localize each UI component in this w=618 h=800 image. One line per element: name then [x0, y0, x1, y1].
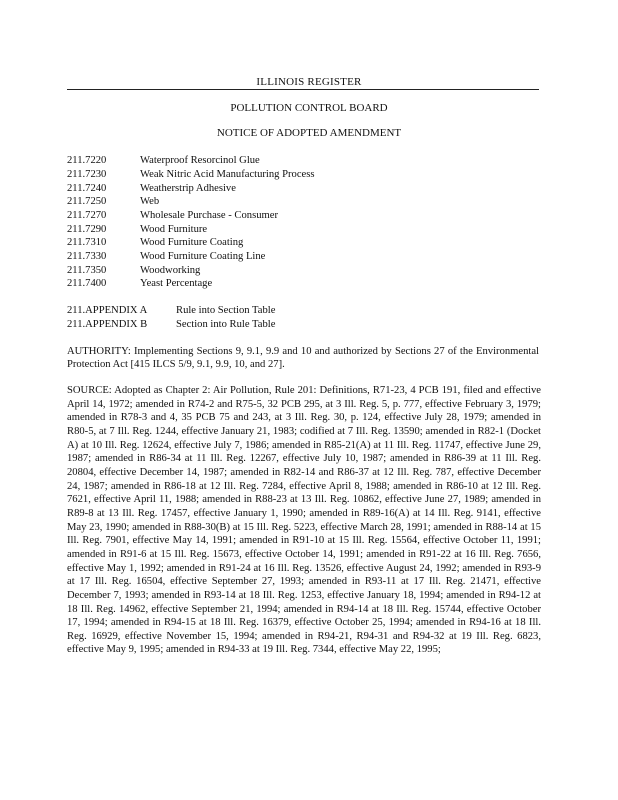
section-title: Wood Furniture Coating Line: [140, 250, 266, 262]
register-title-text: ILLINOIS REGISTER: [256, 76, 362, 88]
section-number: 211.7290: [67, 223, 107, 235]
section-row: [67, 277, 314, 291]
appendix-number: 211.APPENDIX A: [67, 305, 148, 317]
authority-paragraph: AUTHORITY: Implementing Sections 9, 9.1, 9.9 and 10 and authorized by Sections 27 of the Environmental Protection Act [415 ILCS 5/9, 9.1, 9.9, 10, and 27].: [67, 346, 539, 371]
section-row: [67, 181, 314, 195]
section-row: [67, 250, 314, 264]
section-row: [67, 154, 314, 168]
section-title: Woodworking: [140, 264, 201, 276]
section-title: Waterproof Resorcinol Glue: [140, 155, 260, 167]
section-number: 211.7250: [67, 196, 107, 208]
appendix-title: Section into Rule Table: [176, 318, 276, 330]
appendix-row: [67, 318, 275, 332]
section-number: 211.7350: [67, 264, 107, 276]
section-row: [67, 222, 314, 236]
appendix-list: [67, 304, 275, 331]
section-number: 211.7240: [67, 182, 107, 194]
notice-heading: NOTICE OF ADOPTED AMENDMENT: [216, 127, 402, 139]
section-title: Weak Nitric Acid Manufacturing Process: [140, 168, 315, 180]
section-number: 211.7220: [67, 155, 107, 167]
source-paragraph: SOURCE: Adopted as Chapter 2: Air Pollution, Rule 201: Definitions, R71-23, 4 PCB 191, filed and effective April 14, 1972; amended in R74-2 and R75-5, 32 PCB 295, at 3 Ill. Reg. 5, p. 777, effective February 3, 1979; amended in R78-3 and 4, 35 PCB 75 and 243, at 3 Ill. Reg. 30, p. 124, effective July 28, 1979; amended in R80-5, at 7 Ill. Reg. 1244, effective January 21, 1983; codified at 7 Ill. Reg. 13590; amended in R82-1 (Docket A) at 10 Ill. Reg. 12624, effective July 7, 1986; amended in R85-21(A) at 11 Ill. Reg. 11747, effective June 29, 1987; amended in R86-34 at 11 Ill. Reg. 12267, effective July 10, 1987; amended in R86-39 at 11 Ill. Reg. 20804, effective December 14, 1987; amended in R82-14 and R86-37 at 12 Ill. Reg. 787, effective December 24, 1987; amended in R86-18 at 12 Ill. Reg. 7284, effective April 8, 1988; amended in R86-10 at 12 Ill. Reg. 7621, effective April 11, 1988; amended in R88-23 at 13 Ill. Reg. 10862, effective June 27, 1989; amended in R89-8 at 13 Ill. Reg. 17457, effective January 1, 1990; amended in R89-16(A) at 14 Ill. Reg. 9141, effective May 23, 1990; amended in R88-30(B) at 15 Ill. Reg. 5223, effective March 28, 1991; amended in R88-14 at 15 Ill. Reg. 7901, effective May 14, 1991; amended in R91-10 at 15 Ill. Reg. 15564, effective October 11, 1991; amended in R91-6 at 15 Ill. Reg. 15673, effective October 14, 1991; amended in R91-22 at 16 Ill. Reg. 7656, effective May 1, 1992; amended in R91-24 at 16 Ill. Reg. 13526, effective August 24, 1992; amended in R93-9 at 17 Ill. Reg. 16504, effective September 27, 1993; amended in R93-11 at 17 Ill. Reg. 21471, effective December 7, 1993; amended in R93-14 at 18 Ill. Reg. 1253, effective January 18, 1994; amended in R94-12 at 18 Ill. Reg. 14962, effective September 21, 1994; amended in R94-14 at 18 Ill. Reg. 15744, effective October 17, 1994; amended in R94-15 at 18 Ill. Reg. 16379, effective October 25, 1994; amended in R94-16 at 18 Ill. Reg. 16929, effective November 15, 1994; amended in R94-21, R94-31 and R94-32 at 19 Ill. Reg. 6823, effective May 9, 1995; amended in R94-33 at 19 Ill. Reg. 7344, effective May 22, 1995;: [67, 385, 541, 656]
section-title: Weatherstrip Adhesive: [140, 182, 236, 194]
agency-name: POLLUTION CONTROL BOARD: [230, 102, 388, 114]
section-number: 211.7230: [67, 168, 107, 180]
register-title: [0, 76, 618, 89]
section-row: [67, 195, 314, 209]
section-row: [67, 209, 314, 223]
section-number: 211.7330: [67, 250, 107, 262]
section-title: Yeast Percentage: [140, 278, 213, 290]
section-number: 211.7400: [67, 278, 107, 290]
appendix-number: 211.APPENDIX B: [67, 318, 148, 330]
appendix-title: Rule into Section Table: [176, 305, 276, 317]
section-title: Wholesale Purchase - Consumer: [140, 209, 278, 221]
section-row: [67, 236, 314, 250]
appendix-row: [67, 304, 275, 318]
section-row: [67, 264, 314, 278]
section-list: [67, 154, 314, 291]
section-title: Web: [140, 196, 160, 208]
section-row: [67, 168, 314, 182]
section-title: Wood Furniture Coating: [140, 237, 244, 249]
section-title: Wood Furniture: [140, 223, 208, 235]
section-number: 211.7310: [67, 237, 107, 249]
section-number: 211.7270: [67, 209, 107, 221]
